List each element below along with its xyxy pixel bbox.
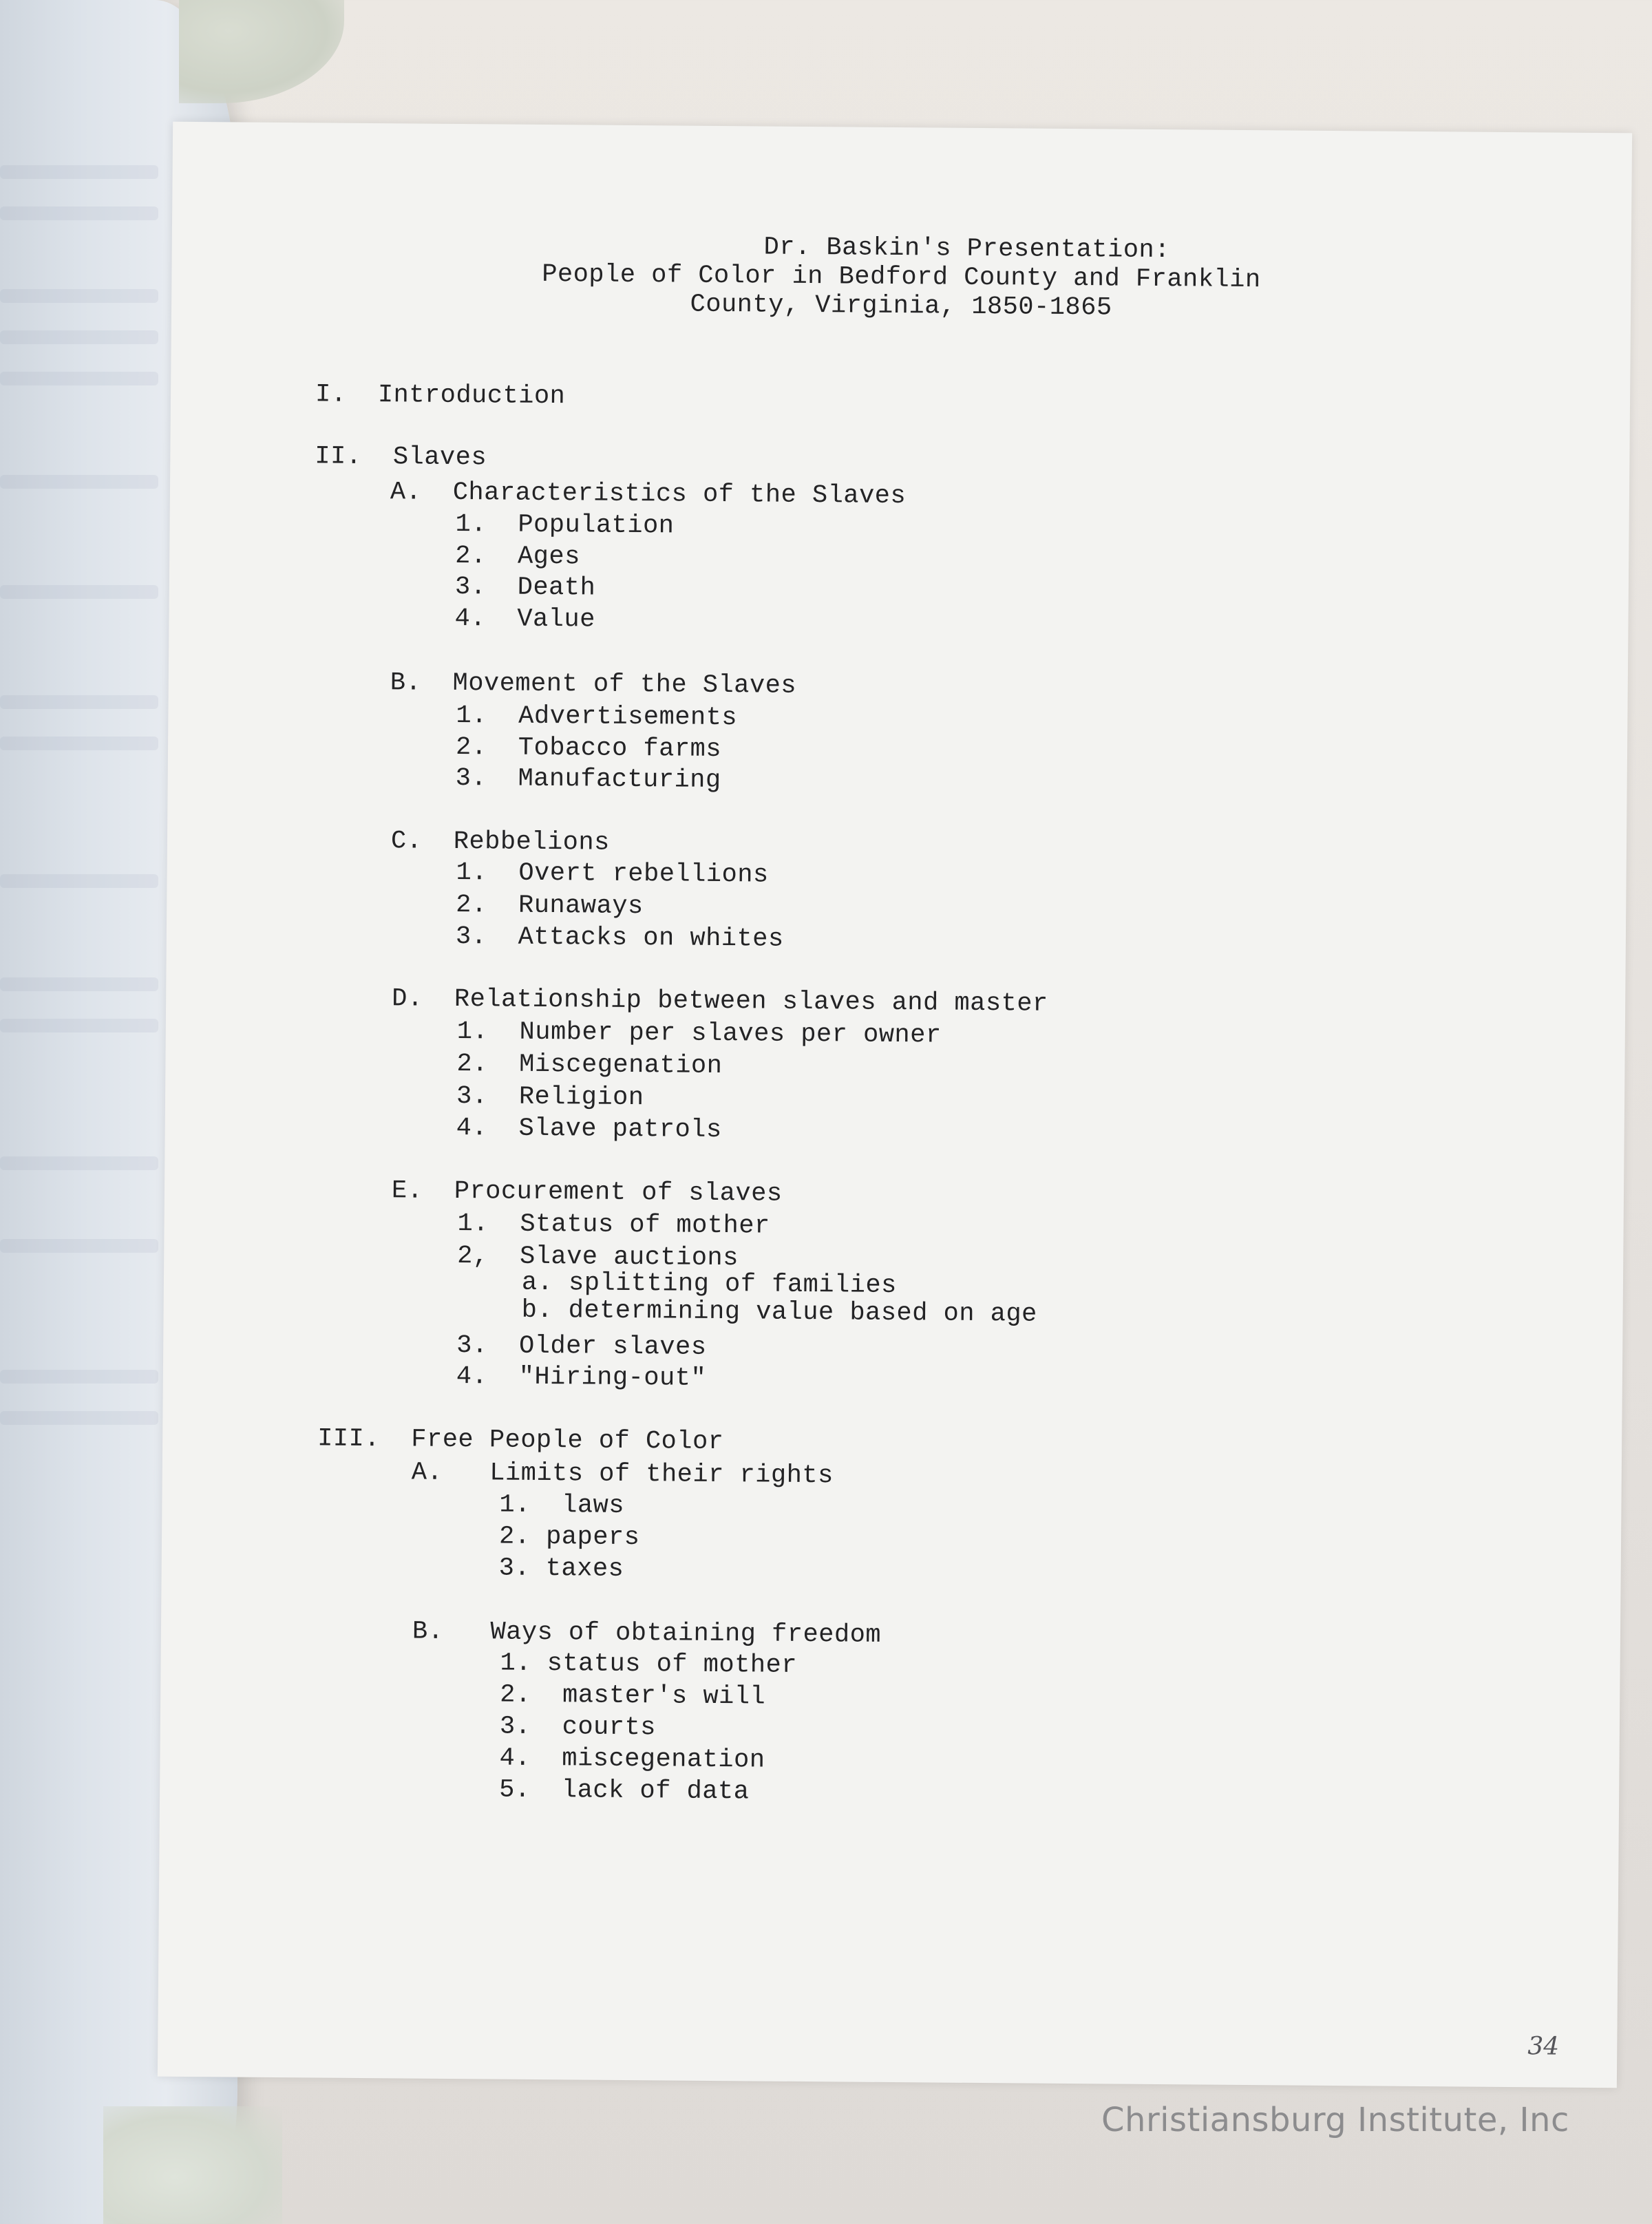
ghost-text-line	[0, 165, 158, 179]
outline-item: 4. Slave patrols	[456, 1113, 722, 1145]
outline-subheading: E. Procurement of slaves	[391, 1176, 783, 1209]
outline-item: 3. Religion	[456, 1081, 644, 1113]
outline-item: 5. lack of data	[498, 1775, 750, 1807]
outline-subheading: C. Rebbelions	[390, 827, 610, 858]
outline-item: 2. Runaways	[456, 890, 644, 922]
outline-item: 2. master's will	[500, 1680, 766, 1712]
ghost-text-line	[0, 372, 158, 385]
outline-item: 2. papers	[498, 1522, 640, 1553]
document-title	[171, 229, 1631, 327]
ghost-text-line	[0, 585, 158, 599]
outline-subheading: B. Ways of obtaining freedom	[412, 1617, 882, 1650]
outline-subheading: A. Limits of their rights	[411, 1458, 834, 1491]
ghost-text-line	[0, 289, 158, 303]
fabric-corner-bottom	[103, 2106, 282, 2224]
outline-item: 3. Manufacturing	[455, 763, 721, 796]
outline-item: 1. status of mother	[500, 1649, 798, 1680]
outline-item: 2. Miscegenation	[456, 1049, 723, 1081]
ghost-text-line	[0, 1156, 158, 1170]
outline-item: 3. Death	[454, 572, 596, 603]
outline-item: 1. Number per slaves per owner	[456, 1017, 942, 1050]
outline-item: 4. Value	[454, 604, 596, 635]
outline-item: 3. courts	[499, 1712, 657, 1743]
outline-item: 3. Attacks on whites	[455, 922, 784, 954]
outline-subitem: a. splitting of families	[521, 1268, 897, 1301]
outline-item: 2. Ages	[455, 541, 581, 572]
outline-item: 2, Slave auctions	[457, 1242, 739, 1273]
outline-item: 2. Tobacco farms	[455, 732, 722, 765]
ghost-text-line	[0, 1411, 158, 1425]
ghost-text-line	[0, 977, 158, 991]
outline-subheading: A. Characteristics of the Slaves	[390, 478, 907, 511]
watermark: Christiansburg Institute, Inc	[1101, 2101, 1569, 2139]
title-line: Dr. Baskin's Presentation:	[763, 233, 1171, 266]
outline-item: 3. Older slaves	[456, 1331, 707, 1362]
outline-heading: II. Slaves	[315, 442, 487, 473]
outline-subheading: B. Movement of the Slaves	[390, 668, 797, 701]
title-line: County, Virginia, 1850-1865	[690, 290, 1112, 323]
ghost-text-line	[0, 874, 158, 888]
fabric-corner	[179, 0, 344, 103]
title-line: People of Color in Bedford County and Franklin	[542, 260, 1261, 295]
outline-item: 1. Overt rebellions	[456, 858, 769, 890]
outline-item: 3. taxes	[498, 1554, 624, 1584]
outline-heading: I. Introduction	[315, 380, 566, 412]
outline-item: 4. "Hiring-out"	[456, 1362, 707, 1393]
outline-subitem: b. determining value based on age	[521, 1295, 1038, 1329]
outline-item: 1. Population	[455, 509, 675, 541]
document-page	[158, 122, 1632, 2088]
outline-item: 1. Status of mother	[457, 1209, 770, 1241]
ghost-text-line	[0, 475, 158, 489]
ghost-text-line	[0, 695, 158, 709]
ghost-text-line	[0, 1370, 158, 1384]
page-number: 34	[1527, 2032, 1560, 2061]
outline-subheading: D. Relationship between slaves and master	[392, 984, 1048, 1019]
outline-heading: III. Free People of Color	[317, 1424, 724, 1457]
ghost-text-line	[0, 737, 158, 750]
ghost-text-line	[0, 1239, 158, 1253]
outline-item: 1. Advertisements	[456, 701, 738, 733]
ghost-text-line	[0, 1019, 158, 1032]
outline-item: 1. laws	[499, 1490, 625, 1521]
ghost-text-line	[0, 206, 158, 220]
outline-item: 4. miscegenation	[499, 1744, 765, 1775]
ghost-text-line	[0, 330, 158, 344]
